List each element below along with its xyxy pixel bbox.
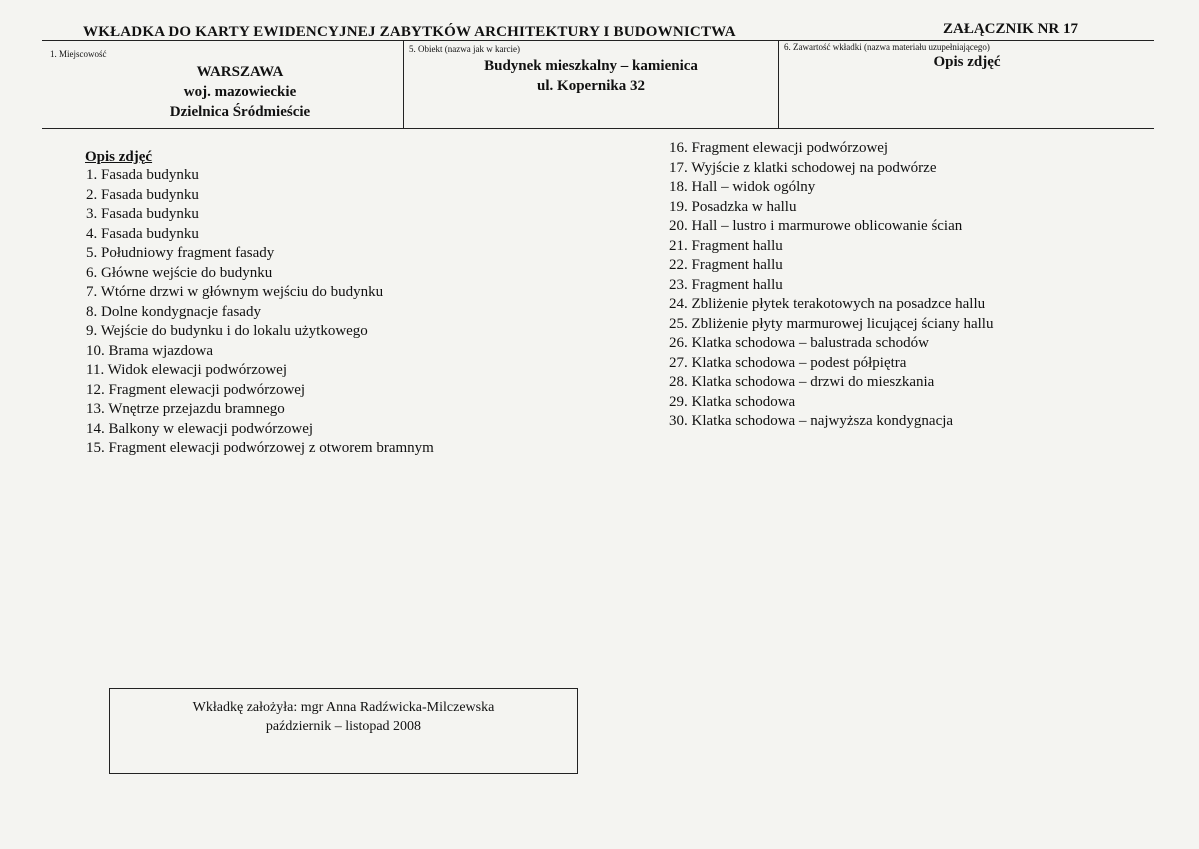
list-item: 6. Główne wejście do budynku (86, 264, 273, 281)
list-item: 14. Balkony w elewacji podwórzowej (86, 420, 314, 437)
list-item: 24. Zbliżenie płytek terakotowych na posadzce hallu (669, 296, 986, 312)
list-item: 22. Fragment hallu (669, 257, 783, 273)
photo-list-right (669, 139, 993, 432)
list-item: 26. Klatka schodowa – balustrada schodów (669, 335, 929, 351)
list-item: 12. Fragment elewacji podwórzowej (86, 381, 306, 398)
list-item: 13. Wnętrze przejazdu bramnego (86, 401, 285, 417)
annex-number: ZAŁĄCZNIK NR 17 (943, 21, 1079, 37)
list-item: 28. Klatka schodowa – drzwi do mieszkania (669, 374, 935, 390)
contents-value: Opis zdjęć (933, 54, 1001, 70)
photo-list-left (86, 166, 434, 459)
locality-city: WARSZAWA (196, 64, 284, 80)
author-line: Wkładkę założyła: mgr Anna Radźwicka-Milczewska (192, 700, 495, 715)
header-rule-bottom (42, 128, 1154, 129)
date-line: październik – listopad 2008 (265, 719, 422, 734)
list-item: 5. Południowy fragment fasady (86, 245, 275, 261)
list-item: 25. Zbliżenie płyty marmurowej licującej ściany hallu (669, 315, 994, 332)
list-item: 3. Fasada budynku (86, 206, 199, 222)
list-item: 23. Fragment hallu (669, 276, 783, 293)
list-item: 29. Klatka schodowa (669, 393, 796, 410)
object-label: 5. Obiekt (nazwa jak w karcie) (409, 44, 520, 54)
locality-district: Dzielnica Śródmieście (169, 104, 311, 120)
list-item: 8. Dolne kondygnacje fasady (86, 303, 261, 320)
locality-voivodeship: woj. mazowieckie (183, 84, 297, 100)
document-title: WKŁADKA DO KARTY EWIDENCYJNEJ ZABYTKÓW ARCHITEKTURY I BUDOWNICTWA (83, 24, 736, 40)
list-item: 21. Fragment hallu (669, 237, 783, 254)
list-item: 17. Wyjście z klatki schodowej na podwórze (669, 159, 937, 176)
list-item: 2. Fasada budynku (86, 186, 199, 203)
list-item: 18. Hall – widok ogólny (669, 179, 816, 195)
list-item: 7. Wtórne drzwi w głównym wejściu do budynku (86, 284, 384, 300)
list-item: 19. Posadzka w hallu (669, 198, 797, 215)
object-cell (404, 56, 778, 96)
author-box (109, 688, 578, 774)
contents-label: 6. Zawartość wkładki (nazwa materiału uzupełniającego) (784, 42, 990, 52)
list-item: 4. Fasada budynku (86, 225, 199, 242)
object-name: Budynek mieszkalny – kamienica (484, 58, 698, 74)
list-item: 15. Fragment elewacji podwórzowej z otworem bramnym (86, 440, 434, 456)
locality-label: 1. Miejscowość (50, 49, 107, 59)
list-item: 1. Fasada budynku (86, 167, 199, 183)
list-item: 30. Klatka schodowa – najwyższa kondygnacja (669, 413, 954, 429)
list-item: 10. Brama wjazdowa (86, 342, 214, 359)
locality-cell (110, 62, 370, 122)
photo-list-heading: Opis zdjęć (85, 149, 153, 165)
header-rule-top (42, 40, 1154, 41)
list-item: 11. Widok elewacji podwórzowej (86, 362, 288, 378)
list-item: 16. Fragment elewacji podwórzowej (669, 140, 889, 156)
list-item: 20. Hall – lustro i marmurowe oblicowanie ścian (669, 218, 963, 234)
list-item: 9. Wejście do budynku i do lokalu użytkowego (86, 323, 368, 339)
object-address: ul. Kopernika 32 (537, 78, 645, 94)
list-item: 27. Klatka schodowa – podest półpiętra (669, 354, 907, 371)
